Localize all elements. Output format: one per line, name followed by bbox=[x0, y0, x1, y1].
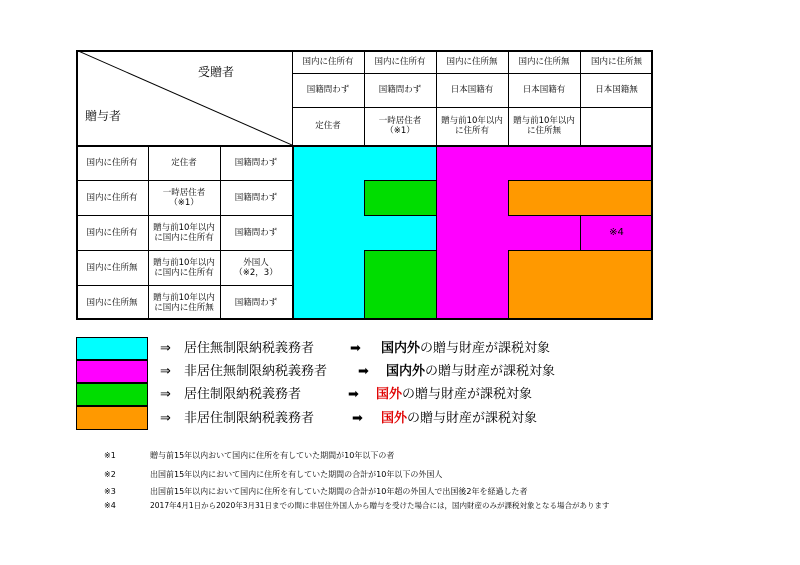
legend-scope-4: 国外 bbox=[381, 411, 408, 426]
recipient-col1-row1: 国内に住所有 bbox=[302, 56, 354, 67]
grid-note-4: ※4 bbox=[609, 226, 624, 238]
legend-arrow-2: ⇒ bbox=[160, 364, 171, 379]
recipient-col4-row1: 国内に住所無 bbox=[518, 56, 570, 67]
donor-row2-c1: 国内に住所有 bbox=[86, 192, 138, 203]
note-mark-3: ※3 bbox=[104, 487, 116, 496]
donor-row4-c3: 外国人 （※2，3） bbox=[234, 257, 278, 278]
note-mark-4: ※4 bbox=[104, 501, 116, 510]
tax-table bbox=[76, 50, 653, 320]
note-text-1: 贈与前15年以内おいて国内に住所を有していた期間が10年以下の者 bbox=[150, 451, 395, 460]
legend-arrow-4: ⇒ bbox=[160, 411, 171, 426]
donor-row3-c2: 贈与前10年以内 に国内に住所有 bbox=[153, 222, 215, 243]
legend-type-3: 居住制限納税義務者 bbox=[184, 387, 302, 402]
recipient-col4-row2: 日本国籍有 bbox=[522, 85, 566, 95]
legend-scope-2: 国内外 bbox=[386, 364, 426, 379]
legend-suffix-4: の贈与財産が課税対象 bbox=[407, 411, 538, 426]
legend-swatch-magenta bbox=[76, 360, 148, 383]
legend-arrow-1: ⇒ bbox=[160, 341, 171, 356]
legend-scope-1: 国内外 bbox=[381, 341, 421, 356]
donor-row4-c2: 贈与前10年以内 に国内に住所有 bbox=[153, 257, 215, 278]
recipient-col1-row2: 国籍問わず bbox=[306, 85, 350, 95]
donor-row1-c2: 定住者 bbox=[171, 157, 197, 168]
legend-arrow2-2: ➡ bbox=[358, 364, 369, 379]
legend-arrow-3: ⇒ bbox=[160, 387, 171, 402]
donor-row5-c3: 国籍問わず bbox=[234, 297, 278, 308]
recipient-col3-row1: 国内に住所無 bbox=[446, 56, 498, 67]
legend-suffix-3: の贈与財産が課税対象 bbox=[402, 387, 533, 402]
donor-row3-c3: 国籍問わず bbox=[234, 227, 278, 238]
recipient-col5-row2: 日本国籍無 bbox=[595, 85, 638, 95]
recipient-col3-row2: 日本国籍有 bbox=[450, 85, 494, 95]
donor-row2-c3: 国籍問わず bbox=[234, 192, 278, 203]
recipient-col4-row3: 贈与前10年以内 に住所無 bbox=[513, 116, 575, 136]
legend-suffix-2: の贈与財産が課税対象 bbox=[425, 364, 556, 379]
donor-row5-c2: 贈与前10年以内 に国内に住所無 bbox=[153, 292, 215, 313]
legend-swatch-cyan bbox=[76, 337, 148, 360]
recipient-col3-row3: 贈与前10年以内 に住所有 bbox=[441, 116, 503, 136]
legend-type-2: 非居住無制限納税義務者 bbox=[184, 364, 328, 379]
recipient-col2-row2: 国籍問わず bbox=[378, 85, 422, 95]
recipient-col5-row3 bbox=[580, 107, 653, 145]
recipient-col1-row3: 定住者 bbox=[315, 121, 341, 131]
legend-arrow2-3: ➡ bbox=[348, 387, 359, 402]
donor-row4-c1: 国内に住所無 bbox=[86, 262, 138, 273]
donor-row1-c1: 国内に住所有 bbox=[86, 157, 138, 168]
recipient-col2-row1: 国内に住所有 bbox=[374, 56, 426, 67]
note-mark-1: ※1 bbox=[104, 451, 116, 460]
legend-suffix-1: の贈与財産が課税対象 bbox=[420, 341, 551, 356]
donor-row3-c1: 国内に住所有 bbox=[86, 227, 138, 238]
note-text-4: 2017年4月1日から2020年3月31日までの間に非居住外国人から贈与を受けた場合には，国内財産のみが課税対象となる場合があります bbox=[150, 501, 610, 510]
legend-result-3 bbox=[376, 387, 532, 403]
recipient-col5-row1: 国内に住所無 bbox=[590, 56, 642, 67]
donor-label: 贈与者 bbox=[84, 109, 121, 123]
recipient-label: 受贈者 bbox=[197, 65, 234, 79]
legend-swatch-orange bbox=[76, 406, 148, 430]
recipient-col2-row3: 一時居住者 （※1） bbox=[378, 116, 422, 136]
donor-row2-c2: 一時居住者 （※1） bbox=[162, 187, 206, 208]
legend-arrow2-4: ➡ bbox=[352, 411, 363, 426]
legend-scope-3: 国外 bbox=[376, 387, 403, 402]
donor-row1-c3: 国籍問わず bbox=[234, 157, 278, 168]
note-text-2: 出国前15年以内において国内に住所を有していた期間の合計が10年以下の外国人 bbox=[150, 470, 443, 479]
legend-result-1 bbox=[381, 341, 550, 357]
legend-result-2 bbox=[386, 364, 555, 380]
note-mark-2: ※2 bbox=[104, 470, 116, 479]
note-text-3: 出国前15年以内において国内に住所を有していた期間の合計が10年超の外国人で出国後2年を経過した者 bbox=[150, 487, 528, 496]
legend-result-4 bbox=[381, 411, 537, 427]
donor-row5-c1: 国内に住所無 bbox=[86, 297, 138, 308]
legend-type-4: 非居住制限納税義務者 bbox=[184, 411, 315, 426]
legend-type-1: 居住無制限納税義務者 bbox=[184, 341, 315, 356]
legend-arrow2-1: ➡ bbox=[350, 341, 361, 356]
legend-swatch-green bbox=[76, 383, 148, 406]
